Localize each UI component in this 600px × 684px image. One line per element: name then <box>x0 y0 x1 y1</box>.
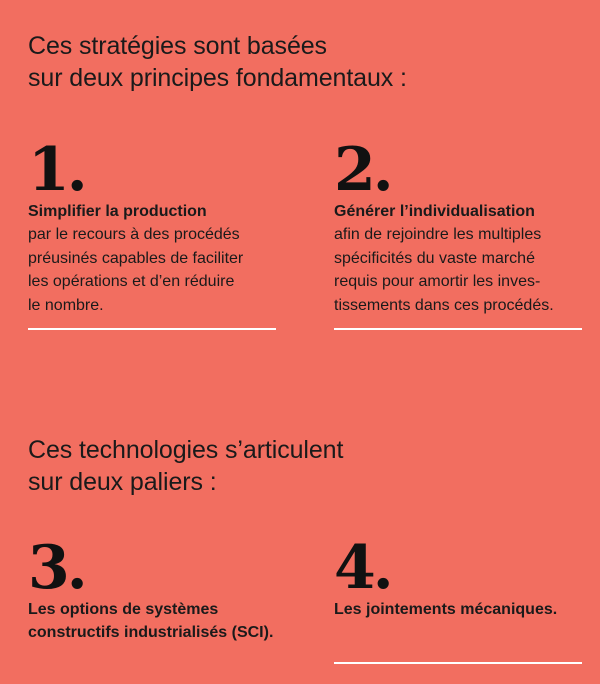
item-title-3-line-2: constructifs industrialisés (SCI). <box>28 624 274 641</box>
item-number-3: 3. <box>28 533 85 603</box>
item-title-1: Simplifier la production <box>28 203 207 220</box>
item-body-1-line-1: par le recours à des procédés <box>28 226 240 243</box>
principle-item-2 <box>334 135 594 317</box>
item-body-2-line-2: spécificités du vaste marché <box>334 249 535 267</box>
divider-rule-4 <box>334 662 582 664</box>
item-body-1 <box>28 223 278 317</box>
item-title-4-line-1: Les jointements mécaniques. <box>334 601 558 618</box>
item-number-1: 1. <box>28 135 85 205</box>
item-body-2-line-1: afin de rejoindre les multiples <box>334 226 542 243</box>
item-number-4: 4. <box>334 533 391 603</box>
item-title-2: Générer l’individualisation <box>334 203 535 220</box>
item-body-2-line-4: tissements dans ces procédés. <box>334 296 554 314</box>
item-title-3-line-1: Les options de systèmes <box>28 601 219 618</box>
divider-rule-1 <box>28 328 276 330</box>
section1-intro <box>28 30 568 94</box>
tier-item-3 <box>28 533 308 644</box>
principle-item-1 <box>28 135 278 317</box>
divider-rule-2 <box>334 328 582 330</box>
section2-intro-line-1: Ces technologies s’articulent <box>28 436 344 464</box>
item-body-2 <box>334 223 594 317</box>
item-body-1-line-4: le nombre. <box>28 296 104 314</box>
item-body-1-line-2: préusinés capables de faciliter <box>28 249 244 267</box>
section2-intro <box>28 434 568 498</box>
section1-intro-line-1: Ces stratégies sont basées <box>28 32 327 60</box>
section1-intro-line-2: sur deux principes fondamentaux : <box>28 64 407 92</box>
item-number-2: 2. <box>334 135 391 205</box>
section2-intro-line-2: sur deux paliers : <box>28 468 217 496</box>
item-body-2-line-3: requis pour amortir les inves- <box>334 273 541 290</box>
tier-item-4 <box>334 533 594 621</box>
item-body-1-line-3: les opérations et d’en réduire <box>28 273 235 290</box>
item-title-4 <box>334 598 594 621</box>
item-title-3 <box>28 598 308 644</box>
